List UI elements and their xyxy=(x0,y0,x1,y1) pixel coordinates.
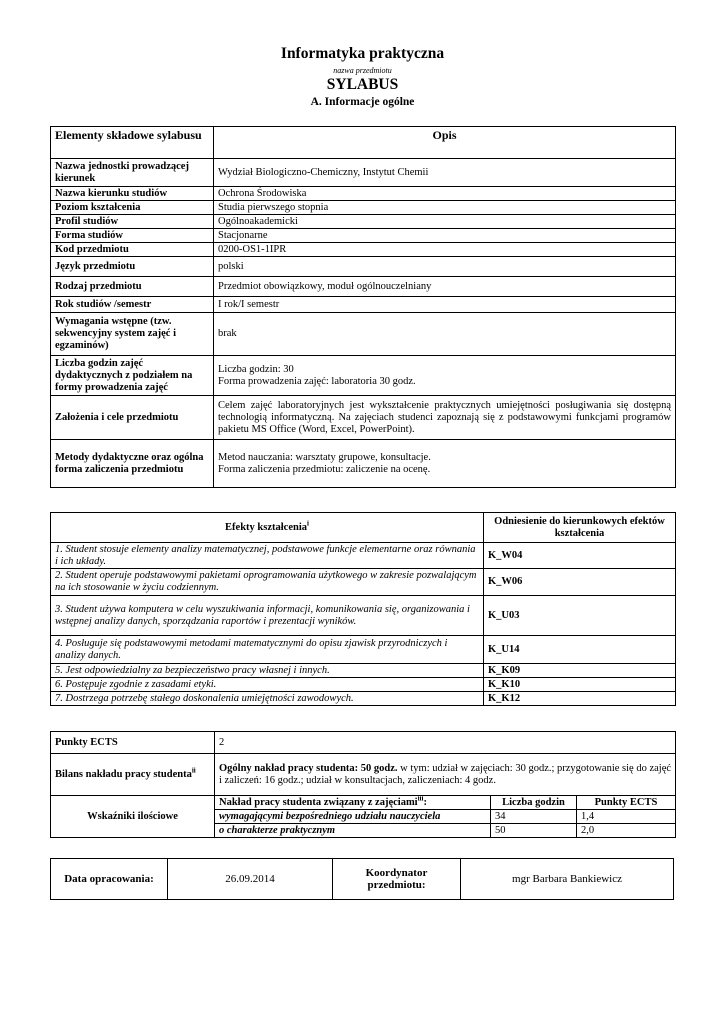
teaching-method: Metod nauczania: warsztaty grupowe, konsultacje. xyxy=(218,451,431,463)
footnote-marker: iii xyxy=(417,794,424,802)
row-label: Poziom kształcenia xyxy=(51,201,214,215)
outcome-code: K_K09 xyxy=(484,664,676,678)
outcome-code: K_W04 xyxy=(484,543,676,569)
row-value: Studia pierwszego stopnia xyxy=(214,201,676,215)
effects-header-label: Efekty kształcenia xyxy=(225,521,307,533)
prepared-by-table xyxy=(50,858,674,900)
indicator-hours: 34 xyxy=(491,810,577,824)
outcome-text: 3. Student używa komputera w celu wyszukiwania informacji, komunikowania się, organizowania i wstępnej analizy danych, sporządzania raportów i prezentacji wyników. xyxy=(51,596,484,636)
outcome-code: K_K10 xyxy=(484,678,676,692)
outcome-text: 5. Jest odpowiedzialny za bezpieczeństwo pracy własnej i innych. xyxy=(51,664,484,678)
row-label: Rok studiów /semestr xyxy=(51,297,214,313)
row-value xyxy=(214,356,676,396)
row-value: Stacjonarne xyxy=(214,229,676,243)
col-header-description: Opis xyxy=(214,127,676,159)
total-workload: Ogólny nakład pracy studenta: 50 godz. xyxy=(219,762,398,774)
row-value xyxy=(214,440,676,488)
balance-value xyxy=(215,754,676,796)
col-header-elements: Elementy składowe sylabusu xyxy=(51,127,214,159)
row-value: brak xyxy=(214,313,676,356)
row-label: Kod przedmiotu xyxy=(51,243,214,257)
ects-header: Punkty ECTS xyxy=(577,796,676,810)
indicator-label: o charakterze praktycznym xyxy=(215,824,491,838)
row-value: Ochrona Środowiska xyxy=(214,187,676,201)
row-label: Profil studiów xyxy=(51,215,214,229)
row-label: Liczba godzin zajęć dydaktycznych z podziałem na formy prowadzenia zajęć xyxy=(51,356,214,396)
row-label: Język przedmiotu xyxy=(51,257,214,277)
indicator-hours: 50 xyxy=(491,824,577,838)
outcome-text: 1. Student stosuje elementy analizy matematycznej, podstawowe funkcje elementarne oraz równania i ich układy. xyxy=(51,543,484,569)
row-label: Założenia i cele przedmiotu xyxy=(51,396,214,440)
row-value: polski xyxy=(214,257,676,277)
outcome-text: 4. Posługuje się podstawowymi metodami matematycznymi do opisu zjawisk przyrodniczych i analizy danych. xyxy=(51,636,484,664)
hours-header: Liczba godzin xyxy=(491,796,577,810)
course-title: Informatyka praktyczna xyxy=(280,45,445,62)
assessment-form: Forma zaliczenia przedmiotu: zaliczenie na ocenę. xyxy=(218,463,431,475)
row-label: Rodzaj przedmiotu xyxy=(51,277,214,297)
row-label: Nazwa kierunku studiów xyxy=(51,187,214,201)
row-value: 0200-OS1-1IPR xyxy=(214,243,676,257)
indicator-ects: 2,0 xyxy=(577,824,676,838)
syllabus-heading: SYLABUS xyxy=(326,76,399,93)
row-value: Celem zajęć laboratoryjnych jest wykształcenie praktycznych umiejętności posługiwania się dostępną technologią informatyczną. Na zajęciach studenci zapoznają się z podstawowymi funkcjami programów pakietu MS Office (Word, Excel, PowerPoint). xyxy=(214,396,676,440)
row-label: Metody dydaktyczne oraz ogólna forma zaliczenia przedmiotu xyxy=(51,440,214,488)
class-form: Forma prowadzenia zajęć: laboratoria 30 godz. xyxy=(218,375,416,387)
ects-value: 2 xyxy=(215,732,676,754)
outcome-code: K_U03 xyxy=(484,596,676,636)
col-header-effects xyxy=(51,513,484,543)
learning-outcomes-table xyxy=(50,512,676,706)
workload-header xyxy=(215,796,491,810)
outcome-code: K_U14 xyxy=(484,636,676,664)
outcome-text: 2. Student operuje podstawowymi pakietami oprogramowania użytkowego w zakresie pozwalającym na ich stosowanie w życiu codziennym. xyxy=(51,569,484,596)
row-value: I rok/I semestr xyxy=(214,297,676,313)
course-title-caption: nazwa przedmiotu xyxy=(333,66,392,75)
row-label: Nazwa jednostki prowadzącej kierunek xyxy=(51,159,214,187)
indicator-ects: 1,4 xyxy=(577,810,676,824)
ects-label: Punkty ECTS xyxy=(51,732,215,754)
row-label: Forma studiów xyxy=(51,229,214,243)
date-label: Data opracowania: xyxy=(51,859,168,900)
balance-label xyxy=(51,754,215,796)
hours-count: Liczba godzin: 30 xyxy=(218,363,294,375)
balance-label-text: Bilans nakładu pracy studenta xyxy=(55,768,192,780)
outcome-code: K_K12 xyxy=(484,692,676,706)
row-value: Ogólnoakademicki xyxy=(214,215,676,229)
coordinator-value: mgr Barbara Bankiewicz xyxy=(461,859,674,900)
workload-header-colon: : xyxy=(423,796,427,808)
indicators-label: Wskaźniki ilościowe xyxy=(51,796,215,838)
footnote-marker: ii xyxy=(191,766,196,774)
workload-header-text: Nakład pracy studenta związany z zajęciami xyxy=(219,796,418,808)
date-value: 26.09.2014 xyxy=(168,859,333,900)
coordinator-label: Koordynator przedmiotu: xyxy=(333,859,461,900)
col-header-reference: Odniesienie do kierunkowych efektów kształcenia xyxy=(484,513,676,543)
row-value: Wydział Biologiczno-Chemiczny, Instytut Chemii xyxy=(214,159,676,187)
general-info-table xyxy=(50,126,676,488)
outcome-text: 7. Dostrzega potrzebę stałego doskonalenia umiejętności zawodowych. xyxy=(51,692,484,706)
section-heading: A. Informacje ogólne xyxy=(310,96,415,108)
footnote-marker: i xyxy=(307,519,309,527)
ects-table xyxy=(50,731,676,838)
outcome-code: K_W06 xyxy=(484,569,676,596)
row-label: Wymagania wstępne (tzw. sekwencyjny system zajęć i egzaminów) xyxy=(51,313,214,356)
outcome-text: 6. Postępuje zgodnie z zasadami etyki. xyxy=(51,678,484,692)
row-value: Przedmiot obowiązkowy, moduł ogólnouczelniany xyxy=(214,277,676,297)
indicator-label: wymagającymi bezpośredniego udziału nauczyciela xyxy=(215,810,491,824)
workload-breakdown: w tym: udział w zajęciach: 30 godz.; przygotowanie się do zajęć i zaliczeń: 16 godz.; udział w konsultacjach, zaliczeniach: 4 godz. xyxy=(219,762,672,786)
